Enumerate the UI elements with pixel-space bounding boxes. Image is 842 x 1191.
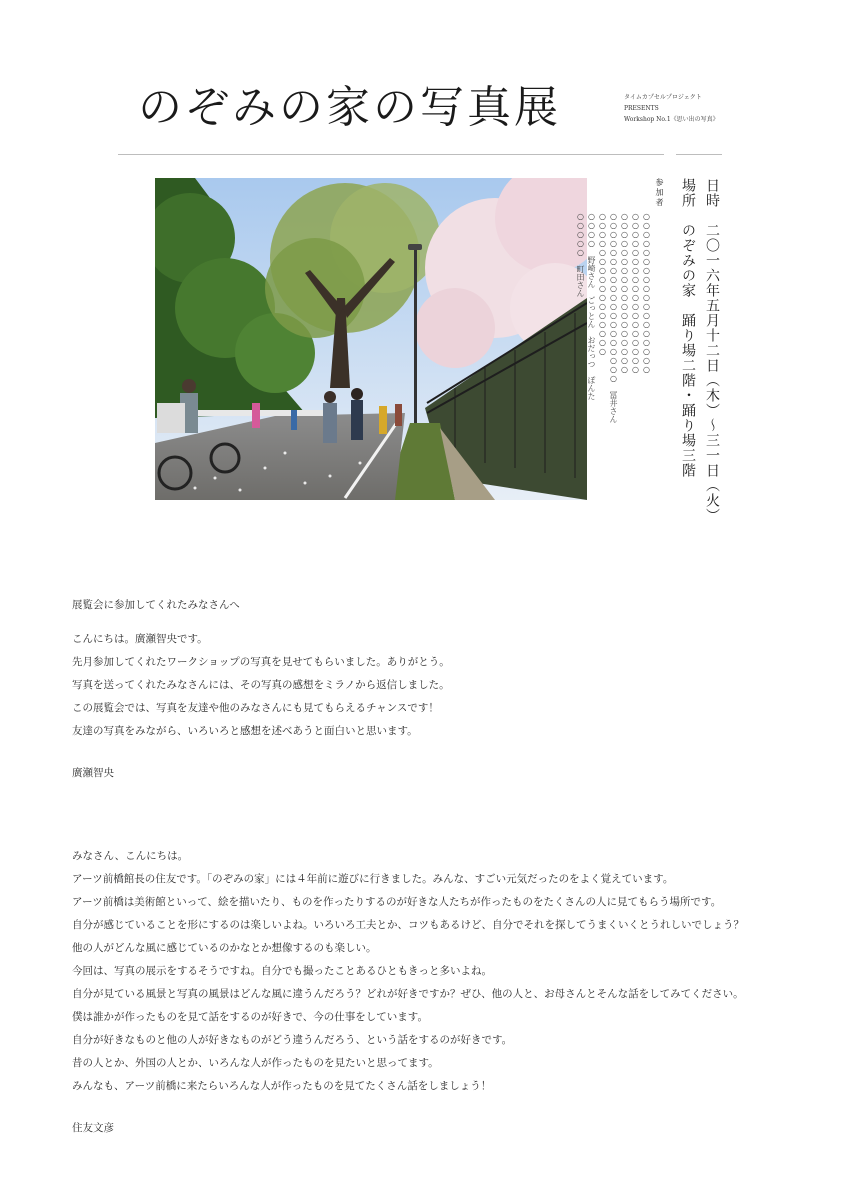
presents-label: PRESENTS: [624, 105, 659, 112]
title-divider-short: [676, 154, 722, 155]
participants-column: ○○○○○○○○○○○○○○○○○○: [631, 212, 640, 374]
participants-column: ○○○○○○○○○○○○○○○○○○: [642, 212, 651, 374]
event-date: 日時 二〇一六年五月十二日（木）〜三一日（火）: [704, 178, 720, 523]
letter-line: 自分が感じていることを形にするのは楽しいよね。いろいろ工夫とか、コツもあるけど、自分でそれを探してうまくいくとうれしいでしょう？: [72, 919, 744, 931]
letter-line: 今回は、写真の展示をするそうですね。自分でも撮ったことあるひともきっと多いよね。: [72, 965, 492, 977]
letter-line: この展覧会では、写真を友達や他のみなさんにも見てもらえるチャンスです！: [72, 702, 439, 714]
title-divider: [118, 154, 664, 155]
participants-column: ○○○○○ 町田さん: [576, 212, 585, 297]
letter-line: みんなも、アーツ前橋に来たらいろんな人が作ったものを見てたくさん話をしましょう！: [72, 1080, 492, 1092]
letter-line: 先月参加してくれたワークショップの写真を見せてもらいました。ありがとう。: [72, 656, 450, 668]
letter-line: みなさん、こんにちは。: [72, 850, 189, 862]
letter-sumitomo: [72, 845, 744, 1140]
letter-line: 僕は誰かが作ったものを見て話をするのが好きで、今の仕事をしています。: [72, 1011, 428, 1023]
participants-column: ○○○○○○○○○○○○○○○○: [598, 212, 607, 356]
letter-line: 他の人がどんな風に感じているのかなとか想像するのも楽しい。: [72, 942, 377, 954]
page-title: のぞみの家の写真展: [138, 82, 561, 133]
workshop-label: Workshop No.1《思い出の写真》: [624, 116, 719, 123]
participants-column: ○○○○ 野崎さん ごっとん おだっつ ぽんた: [587, 212, 596, 400]
letter-signature: 廣瀬智央: [72, 767, 114, 779]
letter-line: 友達の写真をみながら、いろいろと感想を述べあうと面白いと思います。: [72, 725, 418, 737]
letter-greeting: 展覧会に参加してくれたみなさんへ: [72, 599, 240, 611]
participants-column: ○○○○○○○○○○○○○○○○○○: [620, 212, 629, 374]
letter-line: 自分が好きなものと他の人が好きなものがどう違うんだろう、という話をするのが好きです。: [72, 1034, 513, 1046]
participants-column: ○○○○○○○○○○○○○○○○○○○ 冨井さん: [609, 212, 618, 423]
header-subinfo: [624, 92, 719, 125]
letter-signature: 住友文彦: [72, 1122, 114, 1134]
event-place: 場所 のぞみの家 踊り場二階・踊り場三階: [680, 178, 696, 478]
letter-line: 自分が見ている風景と写真の風景はどんな風に違うんだろう？どれが好きですか？ぜひ、他の人と、お母さんとそんな話をしてみてください。: [72, 988, 744, 1000]
cherry-blossom-path-photo: [155, 178, 587, 500]
participants-label: 参加者: [655, 178, 664, 208]
letter-line: アーツ前橋は美術館といって、絵を描いたり、ものを作ったりするのが好きな人たちが作ったものをたくさんの人に見てもらう場所です。: [72, 896, 722, 908]
letter-line: 写真を送ってくれたみなさんには、その写真の感想をミラノから返信しました。: [72, 679, 450, 691]
letter-hirose: [72, 594, 450, 785]
project-name: タイムカプセルプロジェクト: [624, 94, 702, 101]
letter-line: 昔の人とか、外国の人とか、いろんな人が作ったものを見たいと思ってます。: [72, 1057, 439, 1069]
letter-line: こんにちは。廣瀬智央です。: [72, 633, 208, 645]
letter-line: アーツ前橋館長の住友です。「のぞみの家」には４年前に遊びに行きました。みんな、すごい元気だったのをよく覚えています。: [72, 873, 674, 885]
